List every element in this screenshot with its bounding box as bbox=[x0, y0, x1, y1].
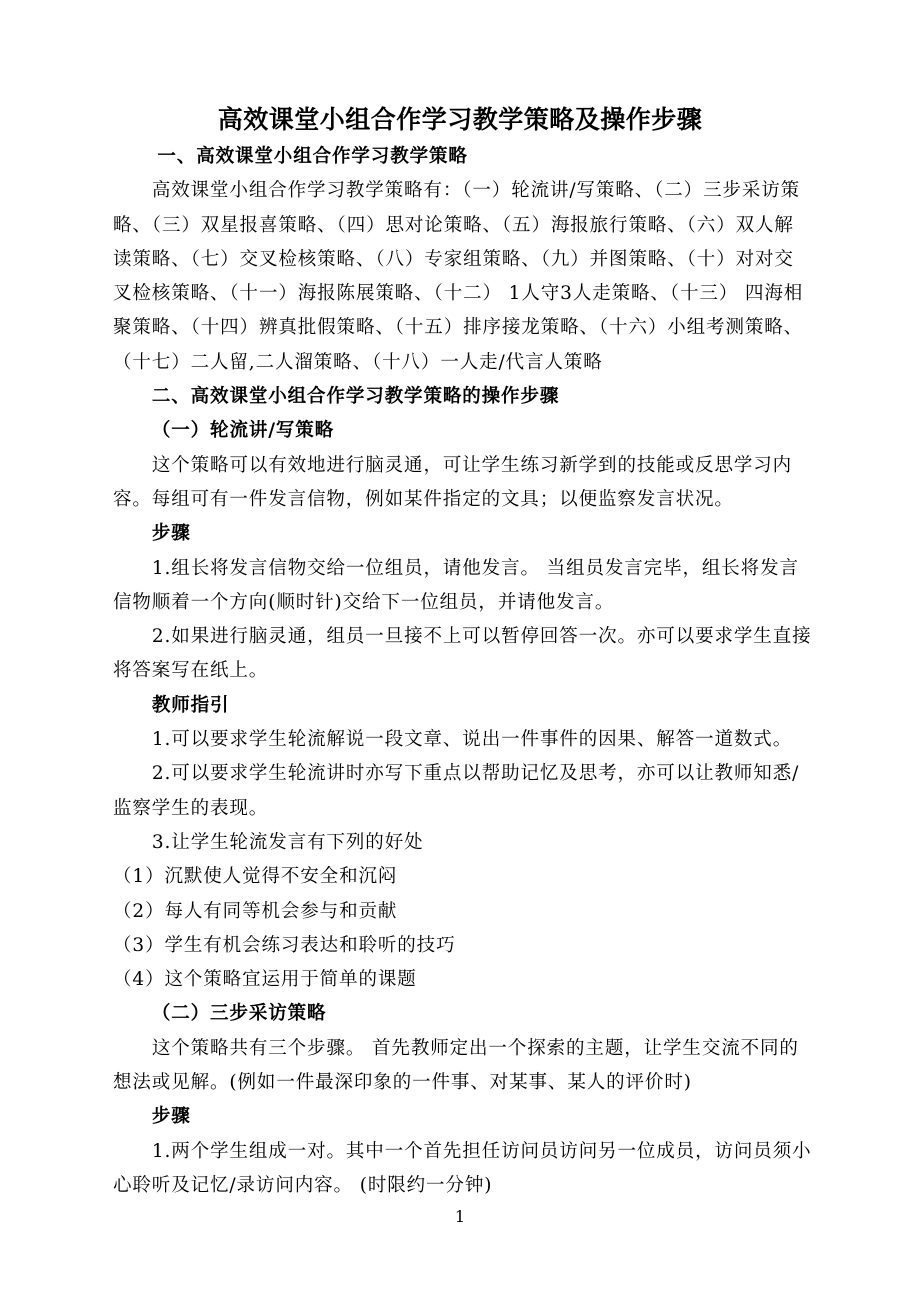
step-item: 2.如果进行脑灵通，组员一旦接不上可以暂停回答一次。亦可以要求学生直接将答案写在纸上。 bbox=[113, 626, 812, 682]
paragraph: 高效课堂小组合作学习教学策略有：（一）轮流讲/写策略、（二）三步采访策略、（三）双星报喜策略、（四）思对论策略、（五）海报旅行策略、（六）双人解读策略、（七）交叉检核策略、（八）专家组策略、（九）并图策略、（十）对对交叉检核策略、（十一）海报陈展策略、（十二） 1人守3人走策略、（十三） 四海相聚策略、（十四）辨真批假策略、（十五）排序接龙策略、（十六）小组考测策略、（十七）二人留,二人溜策略、（十八）一人走/代言人策略 bbox=[113, 180, 804, 373]
step-item: 1.组长将发言信物交给一位组员，请他发言。 当组员发言完毕，组长将发言信物顺着一个方向(顺时针)交给下一位组员，并请他发言。 bbox=[113, 557, 799, 613]
benefit-item: （1）沉默使人觉得不安全和沉闷 bbox=[113, 866, 398, 888]
guide-item: 1.可以要求学生轮流解说一段文章、说出一件事件的因果、解答一道数式。 bbox=[151, 729, 793, 751]
benefit-item: （2）每人有同等机会参与和贡献 bbox=[113, 900, 398, 922]
step-item: 1.两个学生组成一对。其中一个首先担任访问员访问另一位成员，访问员须小心聆听及记忆/录访问内容。 (时限约一分钟) bbox=[113, 1140, 812, 1196]
guide-label: 教师指引 bbox=[151, 694, 230, 716]
steps-label: 步骤 bbox=[151, 523, 191, 545]
guide-item: 3.让学生轮流发言有下列的好处 bbox=[151, 831, 424, 853]
benefit-item: （4）这个策略宜运用于简单的课题 bbox=[113, 969, 417, 991]
page-number: 1 bbox=[454, 1207, 466, 1226]
benefit-item: （3）学生有机会练习表达和聆听的技巧 bbox=[113, 934, 456, 956]
guide-item: 2.可以要求学生轮流讲时亦写下重点以帮助记忆及思考，亦可以让教师知悉/监察学生的表现。 bbox=[113, 763, 800, 819]
subsection-heading-1: （一）轮流讲/写策略 bbox=[151, 420, 335, 442]
document-body bbox=[113, 140, 813, 1203]
paragraph: 这个策略可以有效地进行脑灵通，可让学生练习新学到的技能或反思学习内容。每组可有一件发言信物，例如某件指定的文具；以便监察发言状况。 bbox=[113, 454, 793, 510]
subsection-heading-2: （二）三步采访策略 bbox=[151, 1003, 327, 1025]
page-title: 高效课堂小组合作学习教学策略及操作步骤 bbox=[217, 105, 703, 134]
section-heading-1: 一、高效课堂小组合作学习教学策略 bbox=[157, 146, 468, 167]
section-heading-2: 二、高效课堂小组合作学习教学策略的操作步骤 bbox=[151, 386, 560, 408]
paragraph: 这个策略共有三个步骤。 首先教师定出一个探索的主题，让学生交流不同的想法或见解。(例如一件最深印象的一件事、对某事、某人的评价时) bbox=[113, 1037, 799, 1094]
steps-label: 步骤 bbox=[151, 1106, 191, 1128]
